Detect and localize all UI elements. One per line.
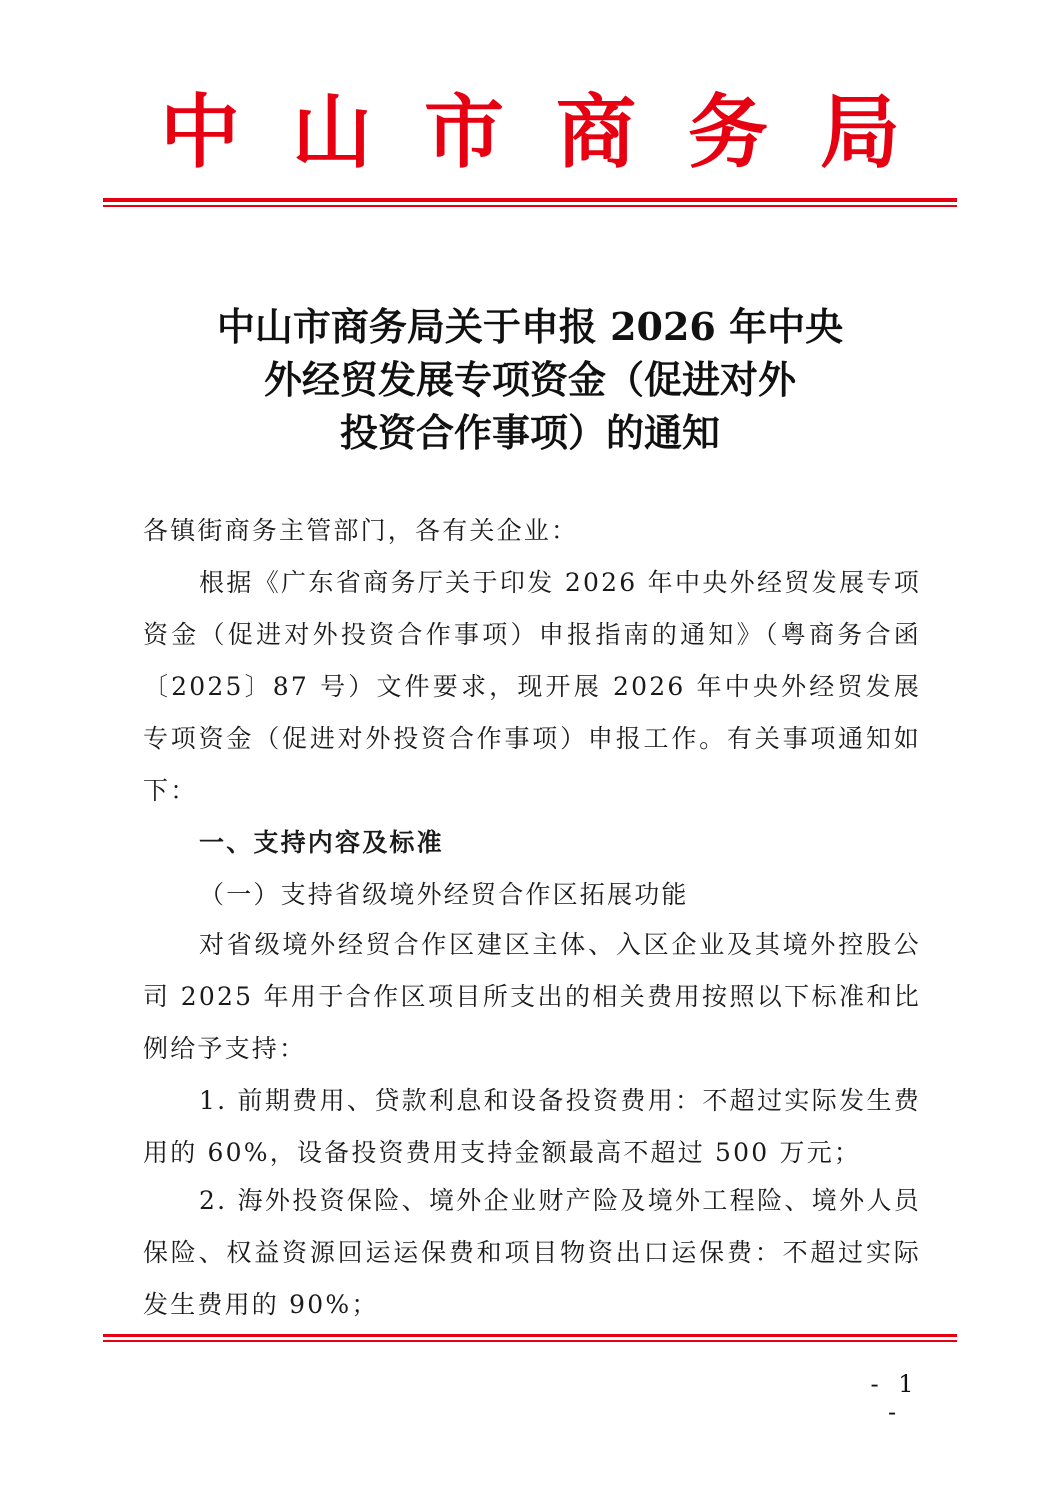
masthead-rule-thick: [103, 198, 957, 202]
masthead-char: 商: [556, 85, 636, 179]
masthead-char: 市: [424, 85, 504, 179]
masthead-char: 中: [160, 85, 240, 179]
footer-rule-thick: [103, 1334, 957, 1337]
section-heading: 一、支持内容及标准: [199, 828, 444, 857]
support-paragraph: 对省级境外经贸合作区建区主体、入区企业及其境外控股公司 2025 年用于合作区项目所支出的相关费用按照以下标准和比例给予支持：: [143, 930, 921, 1063]
masthead-char: 务: [688, 85, 768, 179]
intro-paragraph: 根据《广东省商务厅关于印发 2026 年中央外经贸发展专项资金（促进对外投资合作事项）申报指南的通知》（粤商务合函〔2025〕87 号）文件要求，现开展 2026 年中央外经贸发展专项资金（促进对外投资合作事项）申报工作。有关事项通知如下：: [143, 568, 921, 805]
salutation: 各镇街商务主管部门，各有关企业：: [143, 516, 579, 545]
page-number: - 1 -: [870, 1370, 920, 1426]
footer-rule-thin: [103, 1340, 957, 1342]
document-title: [0, 300, 1060, 459]
masthead: [0, 82, 1060, 182]
title-line: 投资合作事项）的通知: [339, 410, 720, 455]
title-line: 外经贸发展专项资金（促进对外: [263, 357, 796, 402]
masthead-char: 局: [820, 85, 900, 179]
issuing-authority-title: [160, 82, 900, 182]
title-line: 中山市商务局关于申报 2026 年中央: [216, 304, 844, 349]
list-item: 2. 海外投资保险、境外企业财产险及境外工程险、境外人员保险、权益资源回运运保费和项目物资出口运保费：不超过实际发生费用的 90%；: [143, 1186, 921, 1319]
masthead-rule-thin: [103, 205, 957, 207]
list-item: 1. 前期费用、贷款利息和设备投资费用：不超过实际发生费用的 60%，设备投资费用支持金额最高不超过 500 万元；: [143, 1086, 921, 1167]
subsection-heading: （一）支持省级境外经贸合作区拓展功能: [199, 880, 689, 909]
masthead-char: 山: [292, 85, 372, 179]
